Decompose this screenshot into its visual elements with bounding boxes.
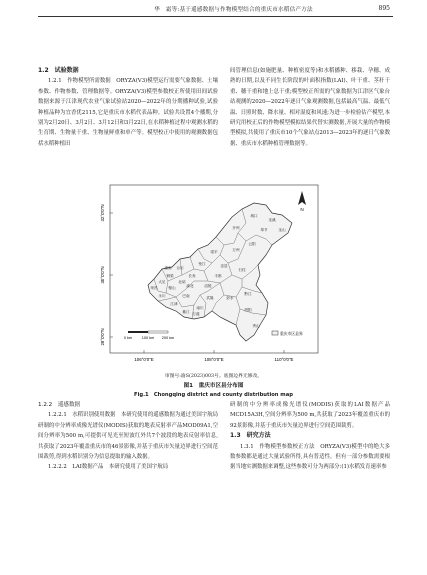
scale-label: 100 km	[141, 336, 155, 340]
map-legend	[272, 331, 303, 336]
district-label: 忠县	[220, 264, 228, 268]
paragraph: 1.2.1 作物模型所需数据 ORYZA(V3)模型运行需要气象数据、土壤参数、作物参数、管理数据等。ORYZA(V3)模型参数校正所使用田间试验数据来源于江津现代农业气象试验站2020—2022年的分期播种试验,试验种植品种为宜香优2115,它是重庆市水稻代表品种。试验共设置4个播期,分别为2月20日、3月2日、3月12日和3月22日,在水稻种植过程中观测水稻的生育期、生物量干重、生物量鲜重和单产等。模型校正中使用的观测数据包括水稻种植田	[38, 78, 218, 147]
page-number: 895	[378, 5, 390, 12]
figure-map	[96, 183, 324, 371]
lat-label: 32°0'0"N	[100, 204, 105, 222]
district-label: 万盛	[192, 312, 200, 316]
north-label: N	[300, 207, 304, 212]
lon-label: 106°0'0"E	[134, 357, 154, 362]
district-label: 铜梁	[166, 274, 174, 278]
paragraph: 研制的中分辨率成像光谱仪(MODIS)获取的LAI数据产品MCD15A3H,空间分辨率为500 m,共获取了2023年覆盖重庆市的92景影像,并基于重庆市矢量边界进行空间范围裁剪。	[230, 402, 390, 429]
district-label: 巫溪	[268, 218, 276, 222]
district-label: 酉阳	[244, 308, 252, 312]
district-label: 黔江	[244, 292, 252, 296]
left-column-bottom	[38, 400, 218, 473]
header-rule	[38, 16, 393, 17]
district-label: 江津	[170, 302, 178, 306]
district-label: 荣昌	[150, 286, 158, 290]
district-label: 丰都	[214, 274, 222, 278]
district-label: 合川	[176, 266, 184, 270]
header-title: 华 霜等:基于遥感数据与作物模型结合的重庆市水稻估产方法	[154, 7, 313, 13]
district-label: 秀山	[252, 324, 260, 328]
lon-label: 108°0'0"E	[204, 357, 224, 362]
left-column-top	[38, 66, 218, 149]
figure-caption-en: Fig.1 Chongqing district and county distribution map	[134, 392, 293, 398]
district-label: 云阳	[248, 242, 256, 246]
paragraph: 1.2.2.2 LAI数据产品 本研究使用了美国宇航局	[48, 464, 169, 471]
district-label: 渝北	[186, 284, 194, 288]
district-label: 奉节	[260, 228, 268, 232]
district-label: 璧山	[168, 286, 176, 290]
district-label: 巫山	[278, 228, 286, 232]
district-label: 石柱	[238, 268, 246, 272]
district-label: 永川	[158, 294, 166, 298]
chongqing-map	[96, 183, 324, 371]
subsection-heading: 1.2.2 遥感数据	[38, 402, 81, 408]
legend-label: 重庆市区县界	[280, 331, 303, 336]
district-label: 彭水	[226, 296, 234, 300]
district-label: 綦江	[182, 310, 190, 314]
district-label: 南川	[196, 306, 204, 310]
lon-label: 110°0'0"E	[274, 357, 294, 362]
district-label: 长寿	[188, 274, 196, 278]
district-label: 城口	[250, 214, 258, 218]
district-label: 开州	[232, 226, 240, 230]
right-column-top	[230, 66, 390, 149]
district-label: 万州	[232, 248, 240, 252]
lat-label: 28°0'0"N	[100, 328, 105, 346]
district-label: 巴南	[182, 294, 190, 298]
scale-label: 0 km	[123, 336, 133, 340]
section-heading: 1.2 试验数据	[38, 67, 79, 74]
district-label: 梁平	[210, 250, 218, 254]
paragraph: 1.3.1 作物模型参数校正方法 ORYZA(V3)模型中的绝大多数参数都是通过大量试验所得,具有普适性。但有一部分参数需要根据当地实测数据来调整,这些参数可分为两部分:(1)水稻发育速率参	[230, 443, 390, 471]
lat-label: 30°0'0"N	[100, 266, 105, 284]
right-column-bottom	[230, 400, 390, 473]
district-label: 潼南	[164, 266, 172, 270]
section-heading: 1.3 研究方法	[230, 432, 271, 440]
district-label: 大足	[158, 280, 166, 284]
running-header	[0, 0, 427, 22]
district-label: 垫江	[198, 262, 206, 266]
paragraph: 间管理信息(如施肥量、种植密度等)和水稻播种、移栽、孕穗、成熟的日期,以及不同生长阶段的叶面积指数(LAI)、叶干重、茎秆干重、穗干重和地上总干重;模型校正所需的气象数据为江津区气象台站观测的2020—2022年逐日气象观测数据,包括最高气温、最低气温、日照时数、降水量、相对湿度和风速;为进一步检验估产模型,本研究用校正后的作物模型模拟结果代替实测数据,开展大量的作物模型模拟,共使用了重庆市10个气象站点2013—2023年的逐日气象数据、重庆市水稻种植管理数据等。	[230, 68, 390, 147]
district-label: 北碚	[178, 280, 186, 284]
paragraph: 1.2.2.1 水稻识别使用数据 本研究使用的遥感数据为通过美国宇航局研制的中分辨率成像光谱仪(MODIS)获取的地表反射率产品MOD09A1,空间分辨率为500 m,可提供可见光至短波红外共7个波段的地表反射率信息,共获取了2023年覆盖重庆市的46景影像,并基于重庆市矢量边界进行空间范围裁剪,得到水稻识别分为信息提取的输入数据。	[38, 412, 218, 461]
scale-label: 200 km	[161, 336, 175, 340]
district-label: 涪陵	[204, 284, 212, 288]
scale-bar	[124, 331, 174, 340]
figure-note: 审图号:渝S(2023)003号。底图边界无修改。	[164, 374, 263, 379]
figure-caption-cn: 图1 重庆市区县分布图	[183, 383, 244, 389]
district-label: 武隆	[206, 296, 214, 300]
